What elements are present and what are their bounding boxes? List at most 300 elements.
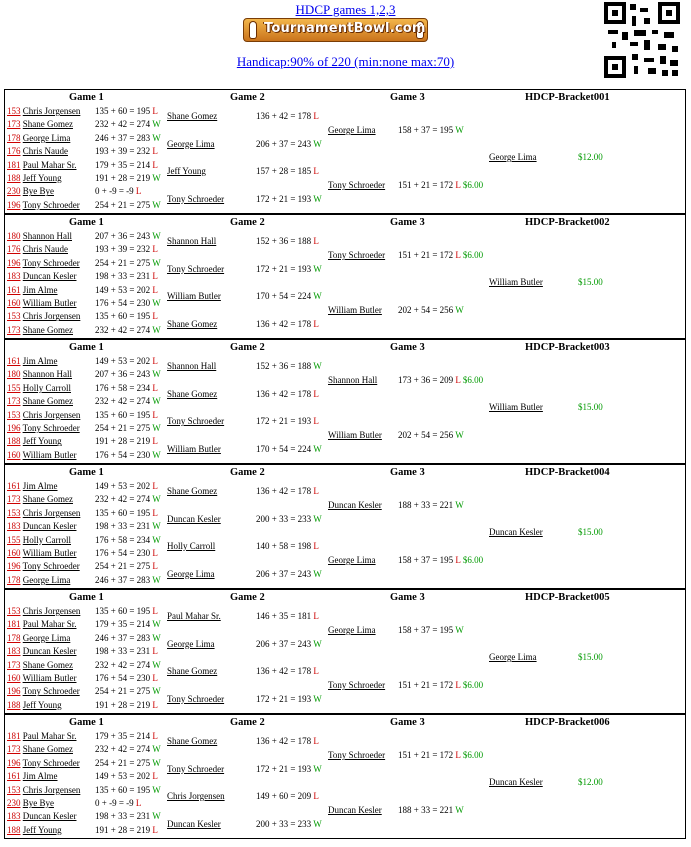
bracket-winner-name[interactable]: George Lima	[489, 652, 537, 662]
seed-number[interactable]: 155	[7, 534, 21, 545]
player-name[interactable]: William Butler	[167, 291, 221, 301]
seed-number[interactable]: 196	[7, 257, 21, 268]
game1-entry	[7, 646, 76, 656]
score-calc	[95, 700, 158, 710]
game2-header: Game 2	[230, 342, 265, 353]
seed-number[interactable]: 188	[7, 824, 21, 835]
seed-number[interactable]: 173	[7, 659, 21, 670]
result-flag: W	[313, 763, 322, 774]
seed-number[interactable]: 188	[7, 436, 21, 447]
seed-number[interactable]: 173	[7, 744, 21, 755]
score-calc	[95, 311, 158, 321]
seed-number[interactable]: 153	[7, 311, 21, 322]
player-name[interactable]: Jim Alme	[22, 771, 58, 782]
seed-number[interactable]: 181	[7, 731, 21, 741]
player-name[interactable]: Chris Jorgensen	[167, 791, 225, 801]
seed-number[interactable]: 173	[7, 396, 21, 407]
game1-entry	[7, 758, 80, 768]
result-flag: W	[313, 138, 322, 149]
qr-code-icon	[604, 2, 680, 78]
score-calc	[95, 186, 141, 196]
game3-header: Game 3	[390, 92, 425, 103]
score-calc	[95, 200, 161, 210]
player-name[interactable]: Tony Schroeder	[328, 250, 386, 260]
player-name[interactable]: Shannon Hall	[167, 361, 217, 371]
player-name[interactable]: Jim Alme	[22, 284, 58, 295]
player-name[interactable]: Tony Schroeder	[328, 180, 386, 190]
game1-entry	[7, 619, 77, 629]
seed-number[interactable]: 173	[7, 324, 21, 335]
score-calc	[398, 375, 483, 385]
game2-entry	[167, 611, 221, 621]
game2-entry	[167, 694, 224, 704]
result-flag: L	[152, 382, 158, 393]
player-name[interactable]: George Lima	[22, 574, 71, 585]
player-name[interactable]: William Butler	[167, 443, 221, 454]
score-text: 152 + 36 = 188	[256, 361, 312, 371]
player-name[interactable]: Shannon Hall	[22, 231, 72, 241]
player-name[interactable]: Shane Gomez	[22, 396, 73, 407]
seed-number[interactable]: 188	[7, 699, 21, 710]
seed-number[interactable]: 178	[7, 632, 21, 643]
score-text: 135 + 60 = 195	[95, 409, 151, 420]
bracket-card	[4, 89, 686, 214]
bracket-winner-name[interactable]: William Butler	[489, 402, 543, 412]
player-name[interactable]: Tony Schroeder	[167, 263, 225, 274]
player-name[interactable]: Tony Schroeder	[167, 416, 225, 426]
score-text: 149 + 53 = 202	[95, 284, 151, 295]
player-name[interactable]: Chris Jorgensen	[22, 606, 81, 616]
result-flag: L	[455, 250, 461, 260]
seed-number[interactable]: 196	[7, 561, 21, 572]
player-name[interactable]: Duncan Kesler	[22, 271, 77, 282]
result-flag: L	[455, 375, 461, 385]
player-name[interactable]: Tony Schroeder	[22, 199, 80, 210]
score-text: 172 + 21 = 193	[256, 263, 312, 274]
result-flag: L	[152, 409, 158, 420]
player-name[interactable]: Paul Mahar Sr.	[167, 611, 221, 621]
score-calc	[256, 694, 322, 704]
score-calc	[95, 423, 161, 433]
game3-entry	[328, 125, 376, 135]
score-calc	[95, 298, 161, 308]
score-text: 254 + 21 = 275	[95, 561, 151, 572]
score-calc	[95, 383, 158, 393]
player-name[interactable]: George Lima	[22, 132, 71, 143]
player-name[interactable]: George Lima	[167, 138, 215, 149]
player-name[interactable]: Duncan Kesler	[328, 500, 382, 510]
score-calc	[398, 625, 464, 635]
result-flag: W	[152, 659, 161, 670]
player-name[interactable]: Tony Schroeder	[22, 686, 80, 697]
player-name[interactable]: Tony Schroeder	[328, 750, 386, 760]
score-calc	[95, 619, 161, 629]
game2-header: Game 2	[230, 217, 265, 228]
seed-number[interactable]: 196	[7, 423, 21, 433]
score-calc	[256, 139, 322, 149]
score-calc	[256, 569, 322, 579]
game2-entry	[167, 139, 215, 149]
player-name[interactable]: Tony Schroeder	[328, 680, 386, 690]
score-calc	[95, 396, 161, 406]
player-name[interactable]: Tony Schroeder	[167, 193, 225, 204]
game2-header: Game 2	[230, 92, 265, 103]
player-name[interactable]: Tony Schroeder	[167, 693, 225, 704]
bracket-winner-payout: $12.00	[578, 152, 603, 162]
seed-number[interactable]: 176	[7, 244, 21, 255]
game1-entry	[7, 686, 80, 696]
score-text: 207 + 36 = 243	[95, 369, 151, 380]
result-flag: L	[455, 180, 461, 190]
player-name[interactable]: Tony Schroeder	[22, 757, 80, 768]
score-text: 151 + 21 = 172	[398, 680, 454, 690]
score-text: 136 + 42 = 178	[256, 111, 312, 121]
player-name[interactable]: George Lima	[328, 555, 376, 565]
player-name[interactable]: George Lima	[328, 625, 376, 635]
player-name[interactable]: Duncan Kesler	[167, 818, 221, 829]
seed-number[interactable]: 180	[7, 369, 21, 380]
player-name[interactable]: Shannon Hall	[328, 375, 378, 385]
game1-entry	[7, 119, 73, 129]
player-name[interactable]: Paul Mahar Sr.	[22, 159, 77, 170]
seed-number[interactable]: 153	[7, 784, 21, 795]
score-text: 149 + 53 = 202	[95, 771, 151, 782]
seed-number[interactable]: 161	[7, 481, 21, 491]
score-calc	[95, 410, 158, 420]
score-calc	[95, 285, 158, 295]
player-name[interactable]: Jim Alme	[22, 481, 58, 491]
score-text: 232 + 42 = 274	[95, 494, 151, 505]
score-calc	[256, 764, 322, 774]
seed-number[interactable]: 196	[7, 757, 21, 768]
player-name[interactable]: Paul Mahar Sr.	[22, 731, 77, 741]
seed-number[interactable]: 160	[7, 673, 21, 683]
result-flag: L	[313, 111, 319, 121]
game2-entry	[167, 666, 217, 676]
player-name[interactable]: Shane Gomez	[167, 388, 218, 399]
score-calc	[95, 231, 161, 241]
score-text: 151 + 21 = 172	[398, 180, 454, 190]
bracket-winner-payout: $15.00	[578, 277, 603, 287]
player-name[interactable]: Holly Carroll	[22, 382, 71, 393]
game1-entry	[7, 548, 76, 558]
player-name[interactable]: Shane Gomez	[167, 486, 218, 496]
result-flag: W	[152, 494, 161, 505]
player-name[interactable]: Shannon Hall	[167, 236, 217, 246]
result-flag: L	[152, 731, 158, 741]
seed-number[interactable]: 196	[7, 686, 21, 697]
player-name[interactable]: Shane Gomez	[167, 666, 218, 676]
seed-number[interactable]: 160	[7, 548, 21, 558]
result-flag: W	[152, 231, 161, 241]
player-name[interactable]: Chris Naude	[22, 244, 68, 255]
score-calc	[256, 541, 319, 551]
result-flag: L	[152, 356, 158, 366]
result-flag: L	[455, 750, 461, 760]
score-calc	[95, 133, 161, 143]
seed-number[interactable]: 161	[7, 771, 21, 782]
seed-number[interactable]: 188	[7, 173, 21, 183]
game2-entry	[167, 264, 224, 274]
game2-entry	[167, 389, 217, 399]
score-text: 191 + 28 = 219	[95, 824, 151, 835]
score-calc	[95, 160, 158, 170]
player-name[interactable]: Shannon Hall	[22, 369, 72, 380]
score-calc	[256, 444, 322, 454]
payout: $6.00	[462, 555, 484, 565]
game2-entry	[167, 416, 224, 426]
score-text: 149 + 60 = 209	[256, 791, 312, 801]
bracket-winner-name[interactable]: George Lima	[489, 152, 537, 162]
seed-number[interactable]: 178	[7, 132, 21, 143]
result-flag: W	[152, 744, 161, 755]
player-name[interactable]: Jeff Young	[22, 824, 62, 835]
seed-number[interactable]: 180	[7, 231, 21, 241]
score-text: 202 + 54 = 256	[398, 430, 454, 440]
seed-number[interactable]: 230	[7, 186, 21, 197]
player-name[interactable]: Chris Jorgensen	[22, 311, 81, 322]
score-calc	[256, 389, 319, 399]
result-flag: L	[313, 416, 319, 426]
game2-entry	[167, 819, 221, 829]
score-text: 191 + 28 = 219	[95, 699, 151, 710]
player-name[interactable]: Tony Schroeder	[22, 257, 80, 268]
result-flag: W	[152, 534, 161, 545]
player-name[interactable]: Shane Gomez	[167, 111, 218, 121]
score-calc	[95, 811, 161, 821]
score-text: 200 + 33 = 233	[256, 818, 312, 829]
game1-entry	[7, 798, 54, 808]
player-name[interactable]: Duncan Kesler	[22, 646, 77, 657]
result-flag: W	[152, 119, 161, 130]
result-flag: W	[313, 263, 322, 274]
seed-number[interactable]: 153	[7, 409, 21, 420]
player-name[interactable]: Tony Schroeder	[22, 423, 80, 433]
game1-entry	[7, 271, 76, 281]
seed-number[interactable]: 181	[7, 159, 21, 170]
seed-number[interactable]: 160	[7, 298, 21, 308]
result-flag: W	[152, 369, 161, 380]
bracket-name: HDCP-Bracket002	[525, 217, 610, 228]
result-flag: W	[152, 257, 161, 268]
player-name[interactable]: William Butler	[328, 430, 382, 440]
game1-entry	[7, 383, 71, 393]
player-name[interactable]: Tony Schroeder	[22, 561, 80, 572]
game1-entry	[7, 785, 80, 795]
score-calc	[95, 481, 158, 491]
game1-entry	[7, 396, 73, 406]
seed-number[interactable]: 176	[7, 146, 21, 157]
player-name[interactable]: Chris Jorgensen	[22, 784, 81, 795]
score-calc	[95, 271, 158, 281]
tournamentbowl-logo[interactable]	[243, 18, 428, 42]
game1-entry	[7, 481, 58, 491]
seed-number[interactable]: 181	[7, 619, 21, 630]
score-calc	[95, 561, 158, 571]
game1-header: Game 1	[69, 467, 104, 478]
result-flag: L	[313, 611, 319, 621]
seed-number[interactable]: 196	[7, 199, 21, 210]
seed-number[interactable]: 161	[7, 356, 21, 366]
bracket-winner-payout: $15.00	[578, 652, 603, 662]
game1-entry	[7, 258, 80, 268]
seed-number[interactable]: 161	[7, 284, 21, 295]
player-name[interactable]: Duncan Kesler	[167, 513, 221, 524]
payout: $6.00	[462, 375, 484, 385]
player-name[interactable]: Shane Gomez	[22, 494, 73, 505]
player-name[interactable]: Shane Gomez	[167, 318, 218, 329]
seed-number[interactable]: 183	[7, 811, 21, 822]
score-text: 172 + 21 = 193	[256, 763, 312, 774]
bracket-winner-name[interactable]: Duncan Kesler	[489, 777, 543, 787]
player-name[interactable]: Bye Bye	[22, 186, 54, 197]
bracket-card	[4, 464, 686, 589]
player-name[interactable]: George Lima	[22, 632, 71, 643]
game1-entry	[7, 744, 73, 754]
game1-entry	[7, 146, 68, 156]
score-text: 179 + 35 = 214	[95, 731, 151, 741]
player-name[interactable]: George Lima	[167, 638, 215, 649]
result-flag: W	[152, 686, 161, 697]
game1-entry	[7, 423, 80, 433]
player-name[interactable]: Holly Carroll	[167, 541, 216, 551]
seed-number[interactable]: 230	[7, 798, 21, 808]
player-name[interactable]: William Butler	[328, 305, 382, 315]
player-name[interactable]: Jeff Young	[167, 166, 206, 176]
score-text: 136 + 42 = 178	[256, 666, 312, 676]
bracket-winner-name[interactable]: William Butler	[489, 277, 543, 287]
page-header	[0, 0, 691, 88]
game2-entry	[167, 764, 224, 774]
player-name[interactable]: Holly Carroll	[22, 534, 71, 545]
game1-header: Game 1	[69, 92, 104, 103]
seed-number[interactable]: 173	[7, 119, 21, 130]
seed-number[interactable]: 183	[7, 646, 21, 657]
result-flag: L	[152, 311, 158, 322]
result-flag: W	[152, 619, 161, 630]
player-name[interactable]: Jeff Young	[22, 699, 62, 710]
player-name[interactable]: Shane Gomez	[22, 744, 73, 755]
bracket-winner-name[interactable]: Duncan Kesler	[489, 527, 543, 537]
score-calc	[256, 639, 322, 649]
score-calc	[95, 325, 161, 335]
player-name[interactable]: Shane Gomez	[22, 119, 73, 130]
player-name[interactable]: William Butler	[22, 298, 77, 308]
game3-entry	[328, 680, 385, 690]
score-text: 172 + 21 = 193	[256, 416, 312, 426]
result-flag: L	[152, 271, 158, 282]
player-name[interactable]: William Butler	[22, 673, 77, 683]
game1-entry	[7, 186, 54, 196]
score-text: 135 + 60 = 195	[95, 507, 151, 518]
player-name[interactable]: Shane Gomez	[22, 324, 73, 335]
player-name[interactable]: Duncan Kesler	[22, 521, 77, 532]
handicap-link[interactable]: Handicap:90% of 220 (min:none max:70)	[236, 54, 455, 69]
game1-header: Game 1	[69, 342, 104, 353]
result-flag: W	[455, 805, 464, 815]
bracket-winner-payout: $12.00	[578, 777, 603, 787]
game3-entry	[328, 750, 385, 760]
page-title-link[interactable]: HDCP games 1,2,3	[295, 2, 396, 17]
score-text: 146 + 35 = 181	[256, 611, 312, 621]
score-calc	[256, 611, 319, 621]
player-name[interactable]: Shane Gomez	[22, 659, 73, 670]
player-name[interactable]: Chris Jorgensen	[22, 507, 81, 518]
score-calc	[95, 646, 158, 656]
player-name[interactable]: Tony Schroeder	[167, 763, 225, 774]
game3-header: Game 3	[390, 467, 425, 478]
game1-entry	[7, 633, 70, 643]
score-text: 176 + 58 = 234	[95, 382, 151, 393]
game1-entry	[7, 561, 80, 571]
seed-number[interactable]: 155	[7, 382, 21, 393]
player-name[interactable]: George Lima	[328, 125, 376, 135]
result-flag: W	[152, 298, 161, 308]
score-calc	[256, 514, 322, 524]
game2-entry	[167, 639, 215, 649]
score-text: 0 + -9 = -9	[95, 186, 134, 197]
game3-entry	[328, 180, 385, 190]
score-text: 198 + 33 = 231	[95, 646, 151, 657]
player-name[interactable]: Chris Naude	[22, 146, 68, 157]
player-name[interactable]: George Lima	[167, 568, 215, 579]
score-calc	[95, 244, 158, 254]
result-flag: W	[313, 513, 322, 524]
game1-entry	[7, 673, 76, 683]
seed-number[interactable]: 173	[7, 494, 21, 505]
result-flag: W	[313, 443, 322, 454]
player-name[interactable]: William Butler	[22, 548, 77, 558]
player-name[interactable]: Chris Jorgensen	[22, 106, 81, 116]
score-text: 135 + 60 = 195	[95, 106, 151, 116]
score-text: 191 + 28 = 219	[95, 173, 151, 183]
payout: $6.00	[462, 750, 484, 760]
result-flag: L	[313, 666, 319, 676]
result-flag: W	[313, 193, 322, 204]
score-calc	[256, 486, 319, 496]
player-name[interactable]: Jeff Young	[22, 436, 62, 447]
game2-entry	[167, 166, 206, 176]
score-text: 135 + 60 = 195	[95, 606, 151, 616]
game3-entry	[328, 430, 382, 440]
seed-number[interactable]: 183	[7, 521, 21, 532]
game1-entry	[7, 173, 62, 183]
player-name[interactable]: Shane Gomez	[167, 736, 218, 746]
seed-number[interactable]: 178	[7, 574, 21, 585]
seed-number[interactable]: 153	[7, 106, 21, 116]
player-name[interactable]: Duncan Kesler	[328, 805, 382, 815]
seed-number[interactable]: 183	[7, 271, 21, 282]
seed-number[interactable]: 153	[7, 507, 21, 518]
player-name[interactable]: Jeff Young	[22, 173, 62, 183]
result-flag: L	[152, 146, 158, 157]
seed-number[interactable]: 160	[7, 449, 21, 460]
player-name[interactable]: Paul Mahar Sr.	[22, 619, 77, 630]
score-calc	[95, 633, 161, 643]
seed-number[interactable]: 153	[7, 606, 21, 616]
player-name[interactable]: Jim Alme	[22, 356, 58, 366]
result-flag: W	[455, 430, 464, 440]
score-text: 206 + 37 = 243	[256, 638, 312, 649]
player-name[interactable]: Duncan Kesler	[22, 811, 77, 822]
score-calc	[95, 173, 161, 183]
player-name[interactable]: Chris Jorgensen	[22, 409, 81, 420]
player-name[interactable]: Bye Bye	[22, 798, 54, 808]
score-text: 136 + 42 = 178	[256, 486, 312, 496]
player-name[interactable]: William Butler	[22, 449, 77, 460]
score-calc	[95, 494, 161, 504]
result-flag: W	[455, 305, 464, 315]
